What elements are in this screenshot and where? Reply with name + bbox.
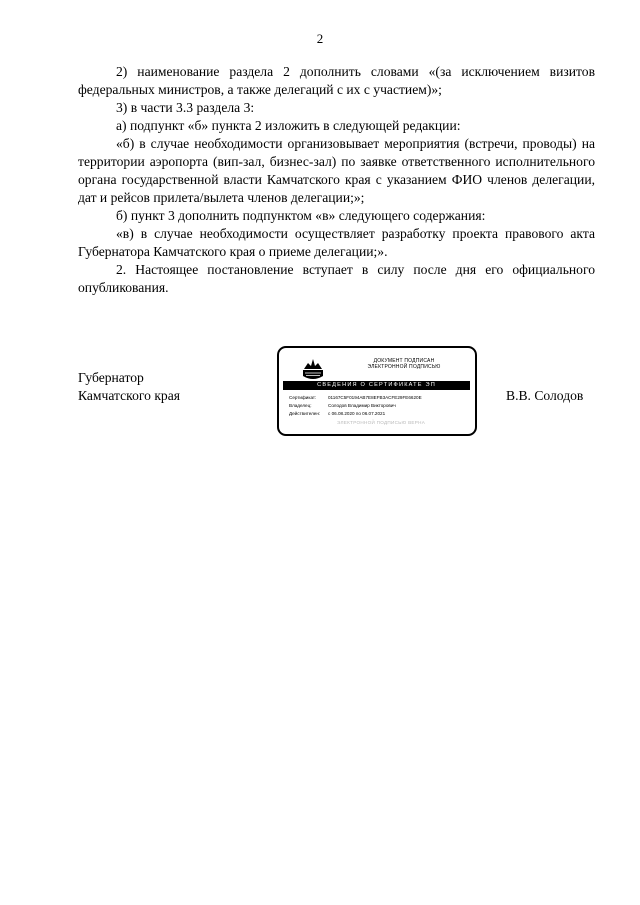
stamp-header-line1: ДОКУМЕНТ ПОДПИСАН <box>373 358 435 364</box>
paragraph-6: «в) в случае необходимости осуществляет разработку проекта правового акта Губернатора Камчатского края о приеме делегации;». <box>78 226 595 259</box>
stamp-certificate-bar: СВЕДЕНИЯ О СЕРТИФИКАТЕ ЭП <box>283 381 470 390</box>
paragraph-4: «б) в случае необходимости организовывает мероприятия (встречи, проводы) на территории аэропорта (вип-зал, бизнес-зал) по заявке ответственного исполнительного органа государственной власти Камчатского края с указанием ФИО членов делегации, дат и рейсов прилета/вылета членов делегации;»; <box>78 136 595 205</box>
paragraph-3: а) подпункт «б» пункта 2 изложить в следующей редакции: <box>116 118 461 133</box>
certificate-label: Сертификат: <box>289 395 317 400</box>
certificate-value: 01167C5F0194AB7E8EFB3ACFE29FE6620E <box>328 395 422 400</box>
signatory-title-line1: Губернатор <box>78 370 144 385</box>
page-number: 2 <box>316 31 324 46</box>
document-body <box>78 63 595 297</box>
paragraph-2: 3) в части 3.3 раздела 3: <box>116 100 255 115</box>
stamp-header <box>339 358 469 370</box>
owner-value: Солодов Владимир Викторович <box>328 403 396 408</box>
stamp-watermark: ЭЛЕКТРОННОЙ ПОДПИСЬЮ ВЕРНА <box>337 420 426 425</box>
valid-label: Действителен: <box>289 411 321 416</box>
paragraph-7: 2. Настоящее постановление вступает в силу после дня его официального опубликования. <box>78 262 595 295</box>
signatory-title <box>78 369 180 405</box>
stamp-owner-row <box>289 403 396 409</box>
signatory-name: В.В. Солодов <box>506 388 584 403</box>
valid-value: с 06.08.2020 по 06.07.2021 <box>328 411 386 416</box>
stamp-certificate-row <box>289 395 422 401</box>
stamp-header-line2: ЭЛЕКТРОННОЙ ПОДПИСЬЮ <box>367 364 441 370</box>
electronic-signature-stamp <box>277 346 477 436</box>
stamp-valid-row <box>289 411 385 417</box>
crest-icon <box>301 356 325 382</box>
owner-label: Владелец: <box>289 403 312 408</box>
signatory-title-line2: Камчатского края <box>78 388 181 403</box>
paragraph-5: б) пункт 3 дополнить подпунктом «в» следующего содержания: <box>116 208 486 223</box>
paragraph-1: 2) наименование раздела 2 дополнить словами «(за исключением визитов федеральных министров, а также делегаций с их с участием)»; <box>78 64 595 97</box>
